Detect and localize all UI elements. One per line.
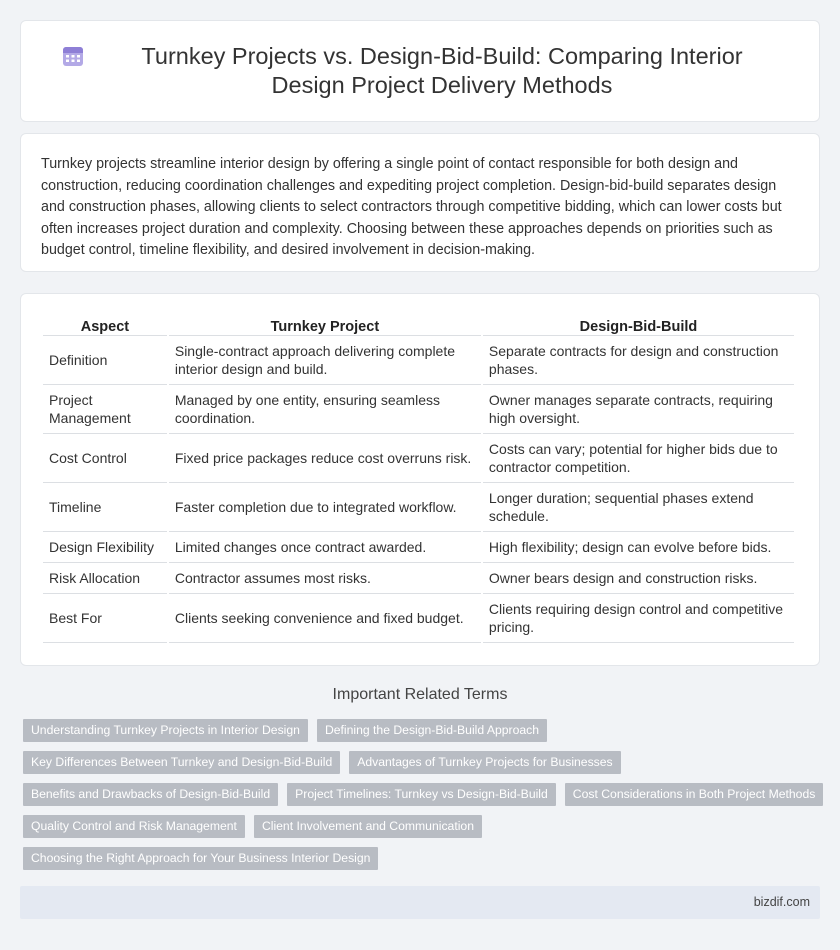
header-card	[20, 20, 820, 122]
row-turnkey: Single-contract approach delivering complete interior design and build.	[169, 336, 481, 385]
row-design-bid-build: Owner bears design and construction risks.	[483, 563, 794, 594]
header-turnkey: Turnkey Project	[169, 312, 481, 336]
tag-row	[23, 783, 823, 806]
row-design-bid-build: Owner manages separate contracts, requiring high oversight.	[483, 385, 794, 434]
related-term-link[interactable]: Cost Considerations in Both Project Methods	[565, 783, 824, 806]
row-aspect: Best For	[43, 594, 167, 643]
table-row	[43, 434, 794, 483]
related-term-link[interactable]: Advantages of Turnkey Projects for Businesses	[349, 751, 620, 774]
related-term-link[interactable]: Quality Control and Risk Management	[23, 815, 245, 838]
header-design-bid-build: Design-Bid-Build	[483, 312, 794, 336]
footer-site-link[interactable]: bizdif.com	[753, 895, 810, 909]
related-term-link[interactable]: Choosing the Right Approach for Your Business Interior Design	[23, 847, 378, 870]
comparison-card	[20, 293, 820, 666]
row-aspect: Cost Control	[43, 434, 167, 483]
row-design-bid-build: High flexibility; design can evolve before bids.	[483, 532, 794, 563]
row-turnkey: Faster completion due to integrated workflow.	[169, 483, 481, 532]
related-term-link[interactable]: Understanding Turnkey Projects in Interior Design	[23, 719, 308, 742]
related-terms-list	[23, 719, 823, 879]
row-design-bid-build: Clients requiring design control and competitive pricing.	[483, 594, 794, 643]
tag-row	[23, 815, 823, 838]
tag-row	[23, 719, 823, 742]
related-term-link[interactable]: Project Timelines: Turnkey vs Design-Bid-Build	[287, 783, 556, 806]
row-design-bid-build: Longer duration; sequential phases extend schedule.	[483, 483, 794, 532]
intro-paragraph: Turnkey projects streamline interior design by offering a single point of contact responsible for both design and construction, reducing coordination challenges and expediting project completion. Design-bid-build separates design and construction phases, allowing clients to select contractors through competitive bidding, which can lower costs but often increases project duration and complexity. Choosing between these approaches depends on priorities such as budget control, timeline flexibility, and desired involvement in decision-making.	[41, 156, 782, 258]
related-terms-title: Important Related Terms	[332, 686, 508, 703]
related-term-link[interactable]: Benefits and Drawbacks of Design-Bid-Build	[23, 783, 278, 806]
comparison-table	[41, 312, 796, 643]
footer-bar	[20, 886, 820, 919]
header-aspect: Aspect	[43, 312, 167, 336]
row-turnkey: Limited changes once contract awarded.	[169, 532, 481, 563]
related-term-link[interactable]: Key Differences Between Turnkey and Design-Bid-Build	[23, 751, 340, 774]
page-title: Turnkey Projects vs. Design-Bid-Build: Comparing Interior Design Project Delivery Methods	[141, 43, 743, 98]
row-aspect: Risk Allocation	[43, 563, 167, 594]
table-row	[43, 483, 794, 532]
row-design-bid-build: Costs can vary; potential for higher bids due to contractor competition.	[483, 434, 794, 483]
row-turnkey: Fixed price packages reduce cost overruns risk.	[169, 434, 481, 483]
row-turnkey: Managed by one entity, ensuring seamless coordination.	[169, 385, 481, 434]
table-row	[43, 594, 794, 643]
table-row	[43, 532, 794, 563]
row-aspect: Timeline	[43, 483, 167, 532]
row-aspect: Definition	[43, 336, 167, 385]
table-row	[43, 336, 794, 385]
calendar-icon	[61, 44, 85, 68]
table-row	[43, 563, 794, 594]
row-turnkey: Clients seeking convenience and fixed budget.	[169, 594, 481, 643]
row-design-bid-build: Separate contracts for design and construction phases.	[483, 336, 794, 385]
related-term-link[interactable]: Defining the Design-Bid-Build Approach	[317, 719, 547, 742]
row-aspect: Design Flexibility	[43, 532, 167, 563]
related-term-link[interactable]: Client Involvement and Communication	[254, 815, 482, 838]
row-aspect: Project Management	[43, 385, 167, 434]
tag-row	[23, 751, 823, 774]
table-row	[43, 385, 794, 434]
row-turnkey: Contractor assumes most risks.	[169, 563, 481, 594]
intro-card	[20, 133, 820, 272]
title-wrap	[21, 21, 819, 121]
tag-row	[23, 847, 823, 870]
table-header-row	[43, 312, 794, 336]
